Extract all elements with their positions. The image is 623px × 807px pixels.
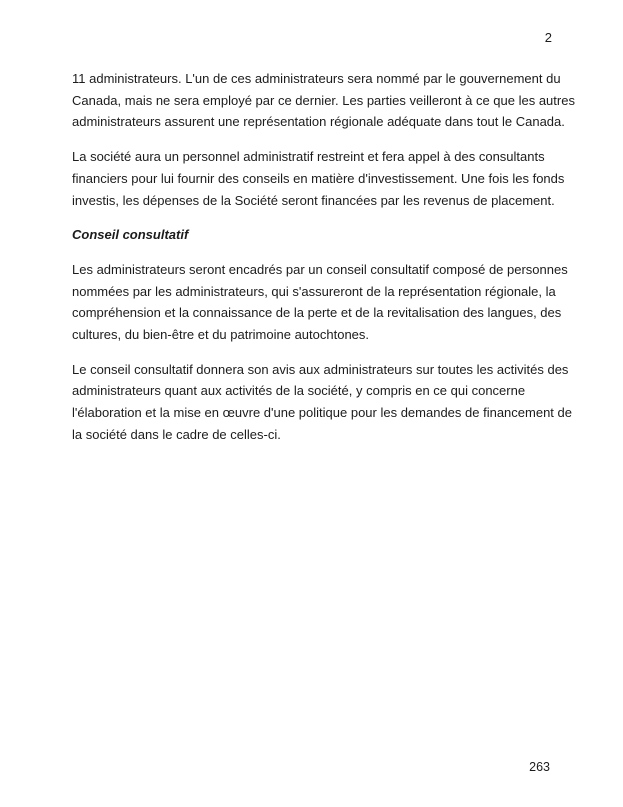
text-line: administrateurs assurent une représentation régionale adéquate dans tout le Canada. (72, 114, 565, 130)
text-line: Les administrateurs seront encadrés par un conseil consultatif composé de personnes (72, 261, 568, 277)
text-line: compréhension et la connaissance de la perte et de la revitalisation des langues, des (72, 305, 562, 321)
paragraph-advisory-board-role (72, 359, 572, 446)
text-line: La société aura un personnel administratif restreint et fera appel à des consultants (72, 149, 545, 165)
text-line: nommées par les administrateurs, qui s'assureront de la représentation régionale, la (72, 283, 556, 299)
paragraph-admin-staff (72, 146, 572, 211)
text-line: administrateurs quant aux activités de la société, y compris en ce qui concerne (72, 383, 526, 399)
text-line: l'élaboration et la mise en œuvre d'une politique pour les demandes de financement de (72, 405, 572, 421)
text-line: Canada, mais ne sera employé par ce dernier. Les parties veilleront à ce que les autres (72, 92, 575, 108)
paragraph-administrators (72, 68, 575, 133)
page-number-header: 2 (544, 30, 552, 45)
paragraph-advisory-board-composition (72, 259, 572, 346)
text-line: financiers pour lui fournir des conseils en matière d'investissement. Une fois les fonds (72, 170, 565, 186)
section-heading-conseil-consultatif: Conseil consultatif (72, 227, 189, 243)
text-line: investis, les dépenses de la Société seront financées par les revenus de placement. (72, 192, 555, 208)
text-line: Le conseil consultatif donnera son avis aux administrateurs sur toutes les activités des (72, 361, 569, 377)
page-number-footer: 263 (529, 760, 550, 774)
document-body (72, 68, 575, 459)
text-line: cultures, du bien-être et du patrimoine autochtones. (72, 327, 370, 343)
text-line: la société dans le cadre de celles-ci. (72, 426, 281, 442)
text-line: 11 administrateurs. L'un de ces administrateurs sera nommé par le gouvernement du (72, 71, 561, 86)
